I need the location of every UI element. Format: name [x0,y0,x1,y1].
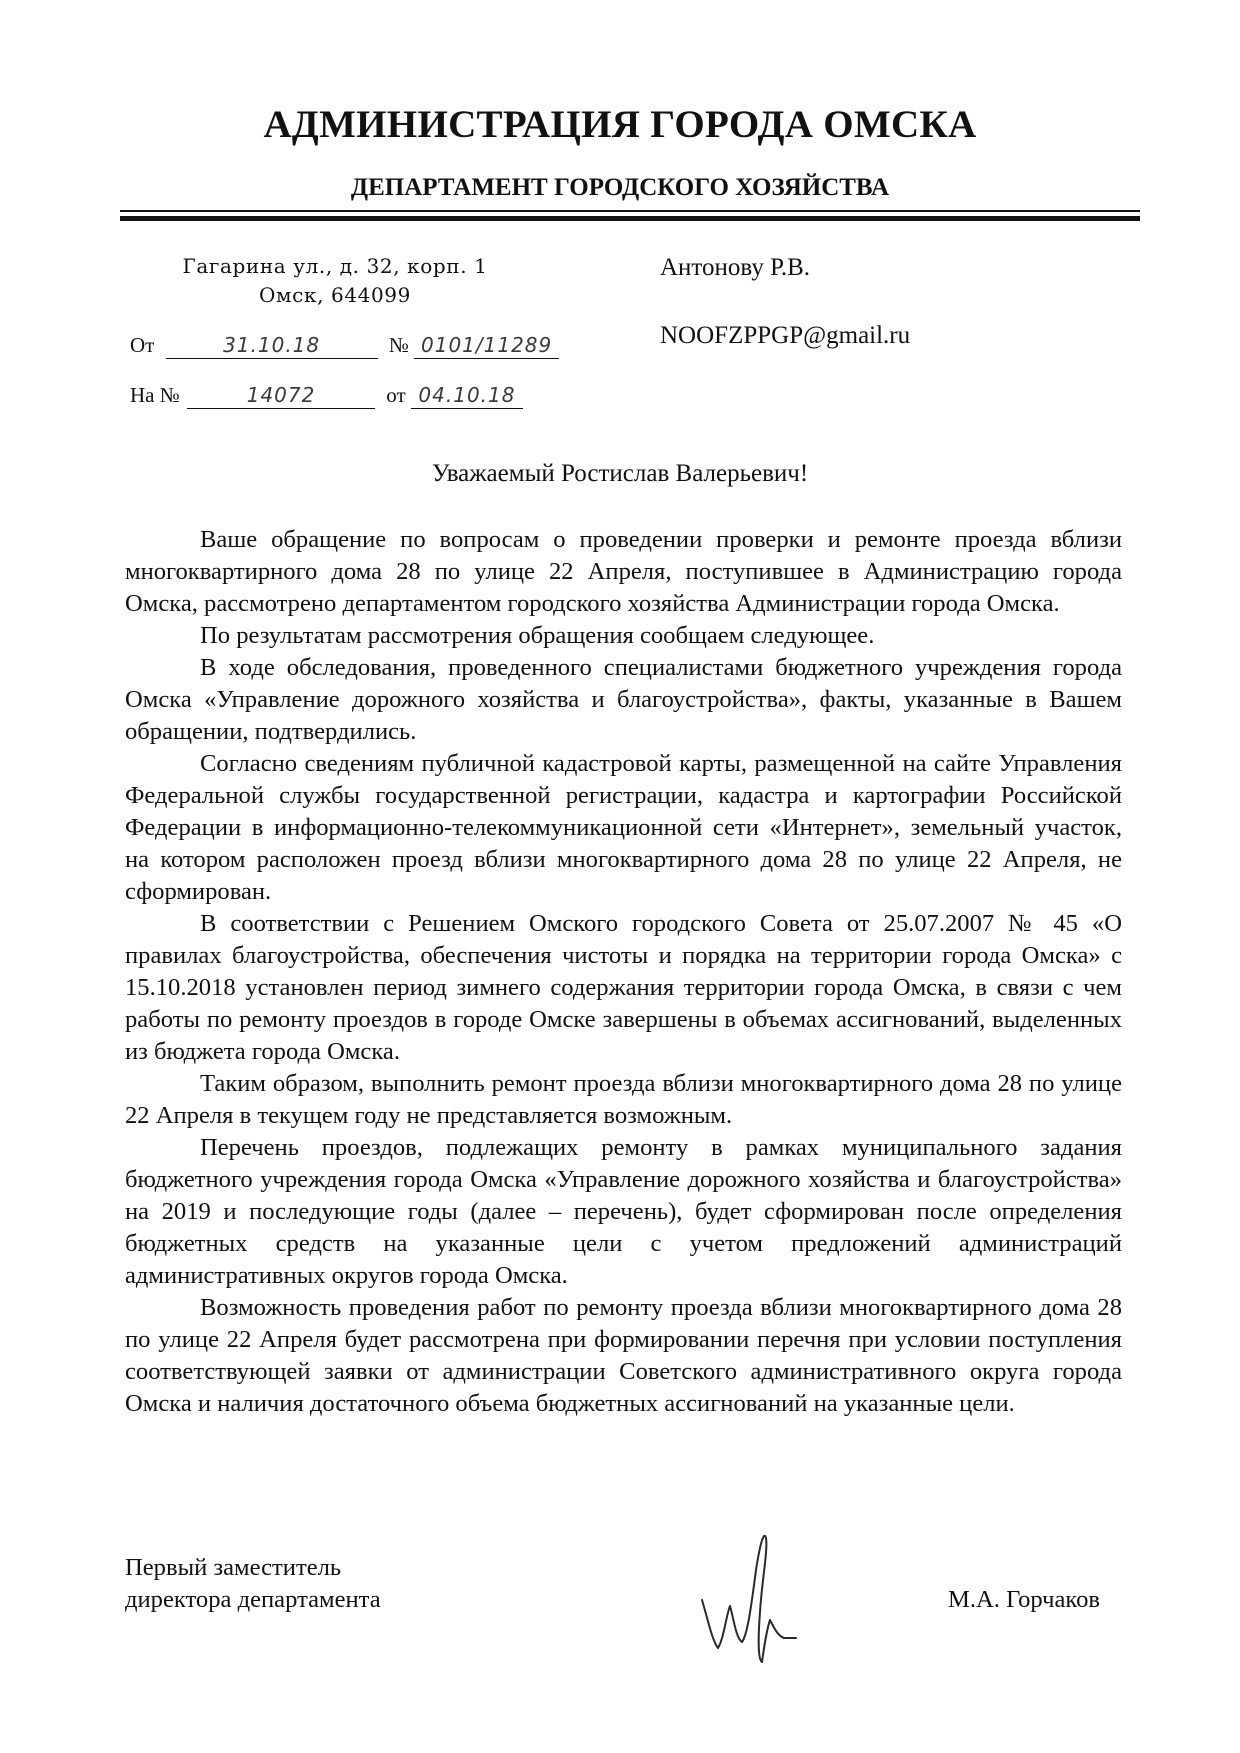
paragraph: По результатам рассмотрения обращения сообщаем следующее. [200,622,875,649]
paragraph: Согласно сведениям публичной кадастровой карты, размещенной на сайте Управления Федеральной службы государственной регистрации, кадастра и картографии Российской Федерации в информационно-телекоммуникационной сети «Интернет», земельный участок, на котором расположен проезд вблизи многоквартирного дома 28 по улице 22 Апреля, не сформирован. [125,750,1122,905]
signatory-name: М.А. Горчаков [948,1586,1101,1613]
recipient-name: Антонову Р.В. [660,254,811,281]
letter-body [125,524,1122,1420]
salutation: Уважаемый Ростислав Валерьевич! [431,460,809,487]
paragraph: Возможность проведения работ по ремонту проезда вблизи многоквартирного дома 28 по улице 22 Апреля будет рассмотрена при формировании перечня при условии поступления соответствующей заявки от администрации Советского административного округа города Омска и наличия достаточного объема бюджетных ассигнований на указанные цели. [125,1294,1122,1417]
address-line-city: Омск, 644099 [259,283,411,307]
handwritten-signature [690,1520,820,1670]
paragraph: Перечень проездов, подлежащих ремонту в рамках муниципального задания бюджетного учреждения города Омска «Управление дорожного хозяйства и благоустройства» на 2019 и последующие годы (далее – перечень), будет сформирован после определения бюджетных средств на указанные цели с учетом предложений администраций административных округов города Омска. [125,1134,1122,1289]
department-title: ДЕПАРТАМЕНТ ГОРОДСКОГО ХОЗЯЙСТВА [350,174,890,201]
outgoing-date: 31.10.18 [166,332,378,359]
paragraph: Таким образом, выполнить ремонт проезда вблизи многоквартирного дома 28 по улице 22 Апреля в текущем году не представляется возможным. [125,1070,1122,1129]
address-line-street: Гагарина ул., д. 32, корп. 1 [182,254,488,278]
paragraph: Ваше обращение по вопросам о проведении проверки и ремонте проезда вблизи многоквартирного дома 28 по улице 22 Апреля, поступившее в Администрацию города Омска, рассмотрено департаментом городского хозяйства Администрации города Омска. [125,526,1122,617]
recipient-email: NOOFZPPGP@gmail.ru [660,322,911,349]
paragraph: В соответствии с Решением Омского городского Совета от 25.07.2007 № 45 «О правилах благоустройства, обеспечения чистоты и порядка на территории города Омска» с 15.10.2018 установлен период зимнего содержания территории города Омска, в связи с чем работы по ремонту проездов в городе Омске завершены в объемах ассигнований, выделенных из бюджета города Омска. [125,910,1122,1065]
registration-outgoing [130,332,559,359]
signatory-title [125,1552,381,1616]
in-reply-number: 14072 [187,382,375,409]
header-rule-thin [120,210,1140,212]
paragraph: В ходе обследования, проведенного специалистами бюджетного учреждения города Омска «Управление дорожного хозяйства и благоустройства», факты, указанные в Вашем обращении, подтвердились. [125,654,1122,745]
number-label: № [388,333,409,357]
outgoing-number: 0101/11289 [414,332,559,359]
header-rule-thick [120,216,1140,221]
from-label: От [130,333,155,357]
in-reply-date-label: от [386,383,406,407]
registration-incoming [130,382,523,409]
sender-address [140,252,530,310]
signatory-title-line2: директора департамента [125,1586,381,1613]
in-reply-label: На № [130,383,180,407]
organization-title: АДМИНИСТРАЦИЯ ГОРОДА ОМСКА [263,103,977,146]
in-reply-date: 04.10.18 [411,382,523,409]
signatory-title-line1: Первый заместитель [125,1554,342,1581]
